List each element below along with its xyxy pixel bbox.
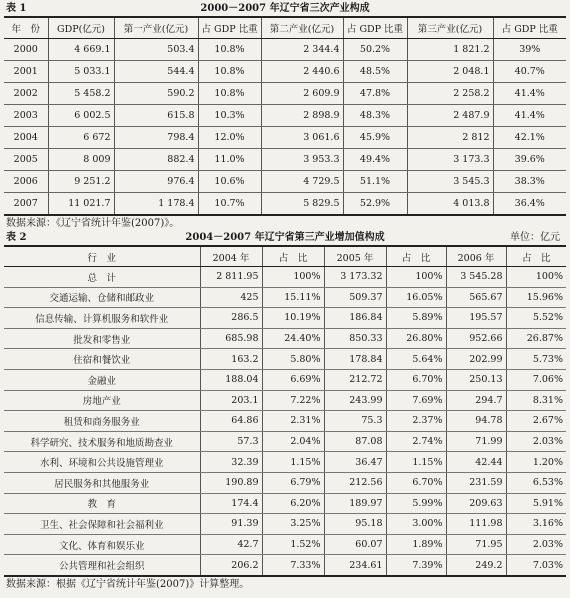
table-row xyxy=(4,390,566,411)
table-cell: 202.99 xyxy=(446,349,506,370)
table-cell: 7.39% xyxy=(386,555,446,576)
table-cell: 87.08 xyxy=(324,431,386,452)
table-cell: 3 173.32 xyxy=(324,267,386,288)
table-cell: 3.00% xyxy=(386,514,446,535)
table-cell: 95.18 xyxy=(324,514,386,535)
table-cell: 7.06% xyxy=(506,369,566,390)
table-cell: 1.20% xyxy=(506,452,566,473)
table-cell: 425 xyxy=(200,287,262,308)
table-cell: 5.89% xyxy=(386,308,446,329)
table-cell: 42.7 xyxy=(200,534,262,555)
table-cell: 6.70% xyxy=(386,472,446,493)
table-cell: 3.16% xyxy=(506,514,566,535)
table-row xyxy=(4,369,566,390)
column-header: 2006 年 xyxy=(446,246,506,267)
table-cell: 12.0% xyxy=(198,127,261,149)
row-label-cell: 2004 xyxy=(4,127,48,149)
table-cell: 3 061.6 xyxy=(261,127,343,149)
table-row xyxy=(4,39,566,61)
table-cell: 3 953.3 xyxy=(261,149,343,171)
table-cell: 1.89% xyxy=(386,534,446,555)
table-cell: 6.69% xyxy=(262,369,324,390)
table-row xyxy=(4,555,566,576)
table-cell: 212.72 xyxy=(324,369,386,390)
row-label-cell: 信息传输、计算机服务和软件业 xyxy=(4,308,200,329)
table-cell: 48.3% xyxy=(343,105,407,127)
table-cell: 51.1% xyxy=(343,171,407,193)
table-cell: 5 458.2 xyxy=(48,83,114,105)
table1-body xyxy=(4,39,566,216)
column-header: 第二产业(亿元) xyxy=(261,17,343,39)
column-header: 占 GDP 比重 xyxy=(493,17,566,39)
table-cell: 2.74% xyxy=(386,431,446,452)
table-cell: 36.47 xyxy=(324,452,386,473)
table-cell: 509.37 xyxy=(324,287,386,308)
table-row xyxy=(4,411,566,432)
table-cell: 2 811.95 xyxy=(200,267,262,288)
table2-body xyxy=(4,267,566,576)
table-cell: 39% xyxy=(493,39,566,61)
table-row xyxy=(4,431,566,452)
table-cell: 5.80% xyxy=(262,349,324,370)
table-cell: 850.33 xyxy=(324,328,386,349)
table-cell: 1.15% xyxy=(386,452,446,473)
row-label-cell: 居民服务和其他服务业 xyxy=(4,472,200,493)
table-row xyxy=(4,287,566,308)
table-cell: 71.99 xyxy=(446,431,506,452)
table-cell: 71.95 xyxy=(446,534,506,555)
table2-label: 表 2 xyxy=(6,232,27,243)
table-cell: 234.61 xyxy=(324,555,386,576)
table-cell: 26.80% xyxy=(386,328,446,349)
table1-title: 2000－2007 年辽宁省三次产业构成 xyxy=(200,3,370,14)
table-cell: 2.37% xyxy=(386,411,446,432)
table-cell: 8 009 xyxy=(48,149,114,171)
table-cell: 10.7% xyxy=(198,193,261,216)
table-row xyxy=(4,534,566,555)
table-cell: 45.9% xyxy=(343,127,407,149)
table-cell: 39.6% xyxy=(493,149,566,171)
column-header: 占 比 xyxy=(262,246,324,267)
table-cell: 38.3% xyxy=(493,171,566,193)
table-cell: 3.25% xyxy=(262,514,324,535)
table-cell: 60.07 xyxy=(324,534,386,555)
table-cell: 294.7 xyxy=(446,390,506,411)
column-header: 第一产业(亿元) xyxy=(114,17,198,39)
table-cell: 1 178.4 xyxy=(114,193,198,216)
table-row xyxy=(4,349,566,370)
table-cell: 49.4% xyxy=(343,149,407,171)
table-row xyxy=(4,149,566,171)
table-row xyxy=(4,308,566,329)
table-cell: 544.4 xyxy=(114,61,198,83)
table-cell: 100% xyxy=(506,267,566,288)
table-cell: 8.31% xyxy=(506,390,566,411)
table-cell: 16.05% xyxy=(386,287,446,308)
table-cell: 32.39 xyxy=(200,452,262,473)
table-cell: 1 821.2 xyxy=(407,39,493,61)
table-cell: 100% xyxy=(262,267,324,288)
table-row xyxy=(4,193,566,216)
row-label-cell: 住宿和餐饮业 xyxy=(4,349,200,370)
table1-caption xyxy=(4,2,566,16)
table-cell: 5.73% xyxy=(506,349,566,370)
table-cell: 6 672 xyxy=(48,127,114,149)
table-row xyxy=(4,171,566,193)
table-cell: 9 251.2 xyxy=(48,171,114,193)
table1-source: 数据来源：《辽宁省统计年鉴(2007)》。 xyxy=(6,218,180,229)
table-cell: 2 048.1 xyxy=(407,61,493,83)
table-cell: 4 669.1 xyxy=(48,39,114,61)
table-cell: 2.04% xyxy=(262,431,324,452)
table2-tertiary-industry xyxy=(4,245,566,577)
table-cell: 178.84 xyxy=(324,349,386,370)
column-header: 占 比 xyxy=(506,246,566,267)
table-cell: 2.03% xyxy=(506,534,566,555)
table-cell: 10.19% xyxy=(262,308,324,329)
table-cell: 5 033.1 xyxy=(48,61,114,83)
table-cell: 163.2 xyxy=(200,349,262,370)
table-cell: 36.4% xyxy=(514,198,545,209)
table-cell: 10.8% xyxy=(198,61,261,83)
table-cell: 590.2 xyxy=(114,83,198,105)
table-cell: 2 898.9 xyxy=(261,105,343,127)
table-cell: 52.9% xyxy=(343,193,407,216)
table-cell: 47.8% xyxy=(343,83,407,105)
table-cell: 2 344.4 xyxy=(261,39,343,61)
table-row xyxy=(4,105,566,127)
table-cell: 50.2% xyxy=(343,39,407,61)
table-cell: 190.89 xyxy=(200,472,262,493)
table-cell: 4 729.5 xyxy=(261,171,343,193)
table-cell: 7.03% xyxy=(532,559,563,571)
table-cell: 203.1 xyxy=(200,390,262,411)
row-label-cell: 2003 xyxy=(4,105,48,127)
row-label-cell: 2005 xyxy=(4,149,48,171)
table-cell: 10.3% xyxy=(198,105,261,127)
table-cell: 111.98 xyxy=(446,514,506,535)
table-cell: 5.99% xyxy=(386,493,446,514)
row-label-cell: 教 育 xyxy=(4,493,200,514)
table-cell: 6.53% xyxy=(506,472,566,493)
table-cell: 7.33% xyxy=(262,555,324,576)
table-cell: 3 545.3 xyxy=(407,171,493,193)
table-cell: 2.67% xyxy=(506,411,566,432)
table-row xyxy=(4,61,566,83)
table-cell: 565.67 xyxy=(446,287,506,308)
column-header: 占 比 xyxy=(386,246,446,267)
row-label-cell: 房地产业 xyxy=(4,390,200,411)
table-cell: 10.8% xyxy=(198,83,261,105)
table-cell: 15.11% xyxy=(262,287,324,308)
table2-unit: 单位：亿元 xyxy=(510,232,560,243)
row-label-cell: 批发和零售业 xyxy=(4,328,200,349)
table-cell: 952.66 xyxy=(446,328,506,349)
column-header: 占 GDP 比重 xyxy=(198,17,261,39)
table-cell: 1.52% xyxy=(262,534,324,555)
table-cell: 10.6% xyxy=(198,171,261,193)
table-cell: 685.98 xyxy=(200,328,262,349)
table-cell: 231.59 xyxy=(446,472,506,493)
row-label-cell: 科学研究、技术服务和地质勘查业 xyxy=(4,431,200,452)
table2-title: 2004－2007 年辽宁省第三产业增加值构成 xyxy=(185,232,385,243)
table-cell: 26.87% xyxy=(506,328,566,349)
table-cell: 2 609.9 xyxy=(261,83,343,105)
table-cell: 10.8% xyxy=(198,39,261,61)
table-cell: 250.13 xyxy=(446,369,506,390)
column-header: 占 GDP 比重 xyxy=(343,17,407,39)
table-cell: 100% xyxy=(386,267,446,288)
row-label-cell: 交通运输、仓储和邮政业 xyxy=(4,287,200,308)
row-label-cell: 卫生、社会保障和社会福利业 xyxy=(4,514,200,535)
column-header: 行 业 xyxy=(4,246,200,267)
table-cell: 7.69% xyxy=(386,390,446,411)
table-cell: 15.96% xyxy=(506,287,566,308)
table-cell: 6.70% xyxy=(386,369,446,390)
table-cell: 1.15% xyxy=(262,452,324,473)
table-cell: 976.4 xyxy=(114,171,198,193)
table-cell: 6.79% xyxy=(262,472,324,493)
table-cell: 6.20% xyxy=(262,493,324,514)
table-row xyxy=(4,514,566,535)
table-cell: 57.3 xyxy=(200,431,262,452)
column-header: 年 份 xyxy=(4,17,48,39)
row-label-cell: 2007 xyxy=(4,193,48,216)
table-cell: 188.04 xyxy=(200,369,262,390)
table-cell: 212.56 xyxy=(324,472,386,493)
table-cell: 5.91% xyxy=(506,493,566,514)
table-cell: 2 487.9 xyxy=(407,105,493,127)
table-cell: 6 002.5 xyxy=(48,105,114,127)
table-cell: 2.31% xyxy=(262,411,324,432)
table-cell: 40.7% xyxy=(493,61,566,83)
table-row xyxy=(4,472,566,493)
row-label-cell: 租赁和商务服务业 xyxy=(4,411,200,432)
table2-caption xyxy=(4,231,566,245)
table-cell: 503.4 xyxy=(114,39,198,61)
table-cell: 24.40% xyxy=(262,328,324,349)
table-cell: 174.4 xyxy=(200,493,262,514)
table-cell: 3 173.3 xyxy=(407,149,493,171)
table-cell: 249.2 xyxy=(446,555,506,576)
row-label-cell: 公共管理和社会组织 xyxy=(4,555,200,576)
table-cell: 11 021.7 xyxy=(48,193,114,216)
table-cell: 48.5% xyxy=(343,61,407,83)
row-label-cell: 2001 xyxy=(4,61,48,83)
table-cell: 42.1% xyxy=(493,127,566,149)
row-label-cell: 金融业 xyxy=(4,369,200,390)
table-cell: 206.2 xyxy=(200,555,262,576)
table-cell: 91.39 xyxy=(200,514,262,535)
table-row xyxy=(4,452,566,473)
table-cell: 5.64% xyxy=(386,349,446,370)
table-row xyxy=(4,328,566,349)
table-row xyxy=(4,267,566,288)
column-header: 第三产业(亿元) xyxy=(407,17,493,39)
row-label-cell: 文化、体育和娱乐业 xyxy=(4,534,200,555)
table1-industry-structure xyxy=(4,16,566,216)
table-cell: 7.22% xyxy=(262,390,324,411)
table-cell: 189.97 xyxy=(324,493,386,514)
row-label-cell: 2002 xyxy=(4,83,48,105)
table-cell: 2 812 xyxy=(407,127,493,149)
table-row xyxy=(4,493,566,514)
table-cell: 41.4% xyxy=(493,83,566,105)
row-label-cell: 2000 xyxy=(4,39,48,61)
column-header: GDP(亿元) xyxy=(48,17,114,39)
table-cell: 5.52% xyxy=(506,308,566,329)
table-cell: 3 545.28 xyxy=(446,267,506,288)
table-cell: 42.44 xyxy=(446,452,506,473)
table-cell: 615.8 xyxy=(114,105,198,127)
row-label-cell: 总 计 xyxy=(4,267,200,288)
table-cell: 11.0% xyxy=(198,149,261,171)
table-cell: 64.86 xyxy=(200,411,262,432)
table-cell: 186.84 xyxy=(324,308,386,329)
table-cell: 41.4% xyxy=(493,105,566,127)
table-cell: 209.63 xyxy=(446,493,506,514)
table-cell: 75.3 xyxy=(324,411,386,432)
table-cell: 195.57 xyxy=(446,308,506,329)
table2-source: 数据来源：根据《辽宁省统计年鉴(2007)》计算整理。 xyxy=(6,578,250,590)
table-cell: 94.78 xyxy=(446,411,506,432)
table-cell: 243.99 xyxy=(324,390,386,411)
table-cell: 882.4 xyxy=(114,149,198,171)
table1-label: 表 1 xyxy=(6,3,27,14)
column-header: 2004 年 xyxy=(200,246,262,267)
table-row xyxy=(4,83,566,105)
table2-header-row xyxy=(4,246,566,267)
column-header: 2005 年 xyxy=(324,246,386,267)
table1-header-row xyxy=(4,17,566,39)
table-cell: 2 440.6 xyxy=(261,61,343,83)
table-cell: 798.4 xyxy=(114,127,198,149)
table-cell: 2 258.2 xyxy=(407,83,493,105)
row-label-cell: 2006 xyxy=(4,171,48,193)
table-cell: 5 829.5 xyxy=(261,193,343,216)
table-cell: 2.03% xyxy=(506,431,566,452)
table-cell: 4 013.8 xyxy=(407,193,493,216)
row-label-cell: 水利、环境和公共设施管理业 xyxy=(4,452,200,473)
table-row xyxy=(4,127,566,149)
table-cell: 286.5 xyxy=(200,308,262,329)
